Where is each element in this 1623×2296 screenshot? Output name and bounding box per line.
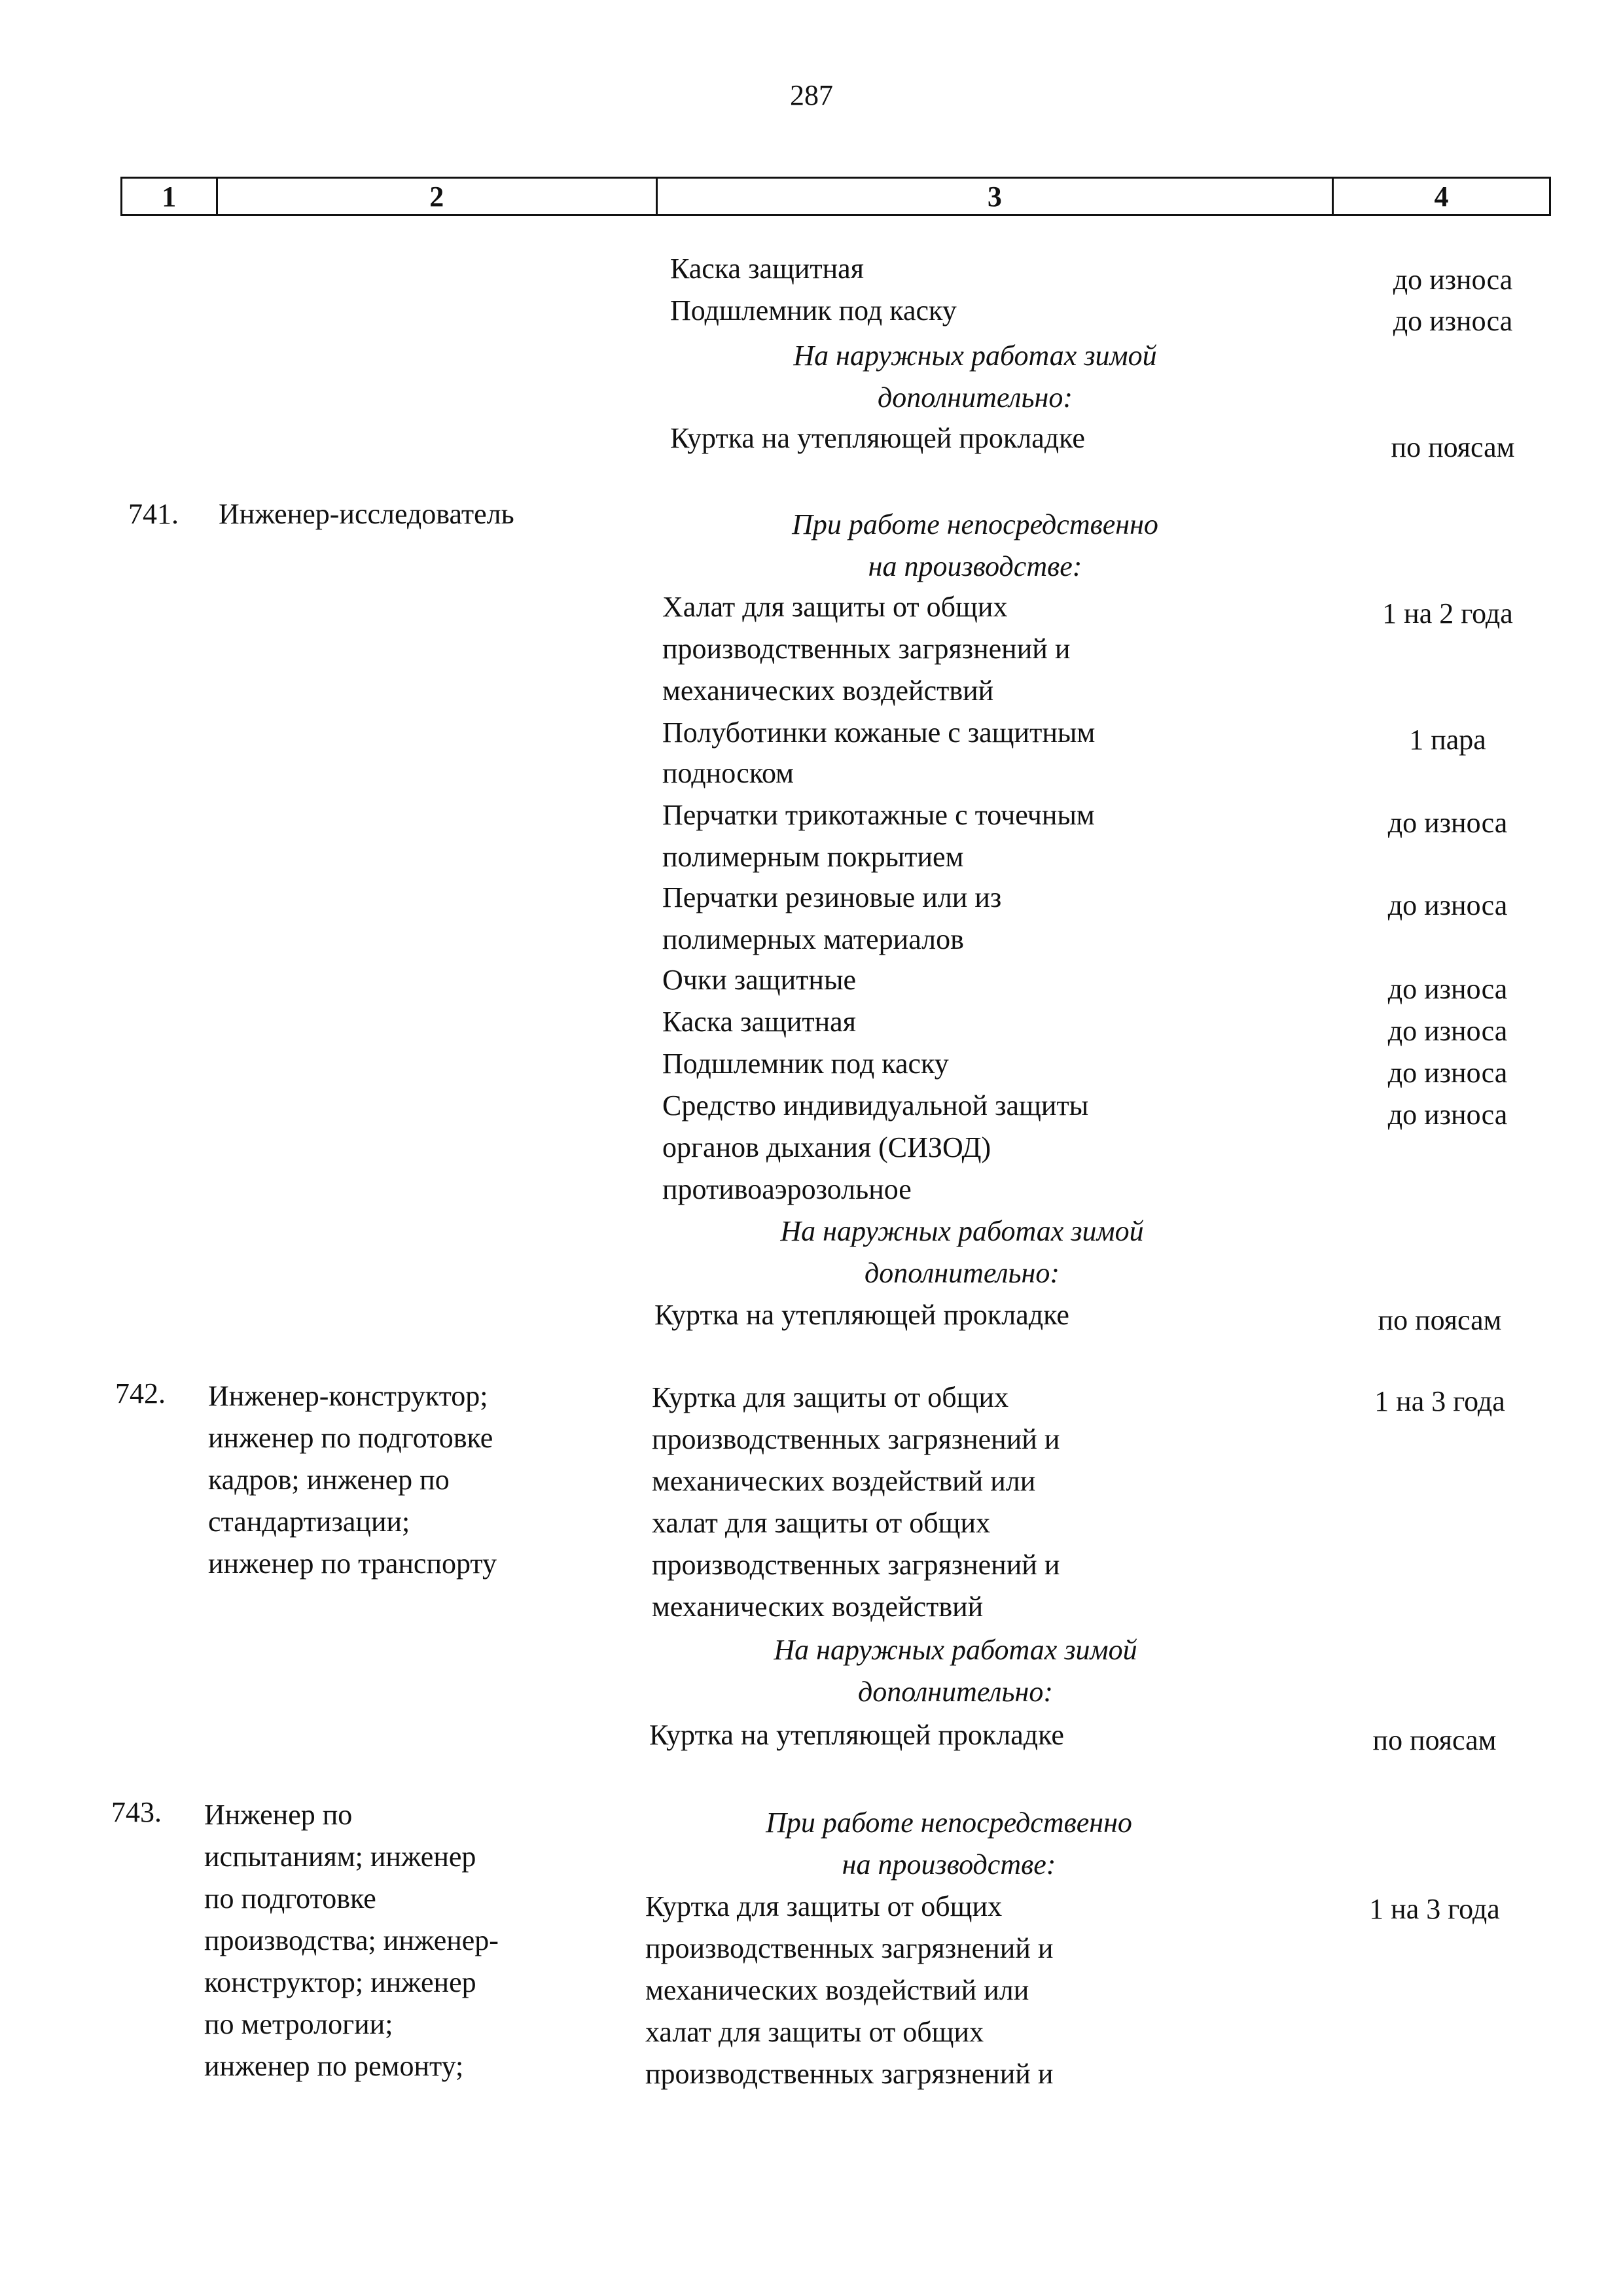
entry-title: конструктор; инженер [204,1966,476,1998]
entry-title: по метрологии; [204,2008,393,2040]
header-col-4: 4 [1434,180,1449,213]
item-name: производственных загрязнений и [652,1549,1060,1581]
item-name: Куртка для защиты от общих [645,1890,1003,1922]
item-name: Куртка на утепляющей прокладке [649,1719,1064,1751]
item-name: производственных загрязнений и [652,1423,1060,1455]
section-heading: на производстве: [868,550,1082,582]
item-norm: до износа [1387,807,1508,839]
entry-title: инженер по транспорту [208,1547,497,1580]
item-name: противоаэрозольное [662,1173,912,1205]
entry-title: инженер по подготовке [208,1422,493,1454]
item-norm: 1 на 2 года [1382,597,1513,629]
item-norm: 1 на 3 года [1369,1893,1500,1925]
item-name: механических воздействий или [645,1974,1029,2006]
section-heading: на производстве: [842,1848,1056,1881]
item-name: Куртка для защиты от общих [652,1381,1009,1413]
item-name: Подшлемник под каску [670,294,957,327]
item-norm: 1 на 3 года [1374,1385,1505,1417]
header-col-1: 1 [122,179,218,214]
section-heading: На наружных работах зимой [774,1634,1137,1666]
item-name: производственных загрязнений и [662,633,1071,665]
item-norm: до износа [1387,889,1508,921]
section-heading: На наружных работах зимой [780,1215,1144,1247]
entry-number: 742. [115,1377,166,1409]
entry-number: 743. [111,1796,162,1828]
item-name: механических воздействий [652,1591,984,1623]
item-name: Куртка на утепляющей прокладке [670,422,1085,454]
section-heading: При работе непосредственно [792,508,1158,540]
item-name: механических воздействий [662,675,994,707]
item-name: Халат для защиты от общих [662,591,1008,623]
entry-number: 741. [128,498,179,530]
section-heading: дополнительно: [877,381,1073,414]
item-name: халат для защиты от общих [645,2016,984,2048]
entry-title: Инженер-конструктор; [208,1380,488,1412]
item-name: органов дыхания (СИЗОД) [662,1131,991,1163]
item-name: полимерным покрытием [662,841,964,873]
item-norm: до износа [1387,1057,1508,1089]
item-norm: 1 пара [1409,724,1486,756]
item-name: механических воздействий или [652,1465,1036,1497]
entry-title: Инженер-исследователь [219,498,514,530]
section-heading: На наружных работах зимой [793,340,1157,372]
item-name: Очки защитные [662,964,857,996]
header-col-3: 3 [658,179,1334,214]
item-norm: до износа [1387,1099,1508,1131]
item-name: Каска защитная [662,1006,856,1038]
entry-title: инженер по ремонту; [204,2050,464,2082]
header-col-2: 2 [218,179,658,214]
item-name: производственных загрязнений и [645,1932,1054,1964]
item-name: Каска защитная [670,253,864,285]
section-heading: дополнительно: [857,1676,1054,1708]
item-name: производственных загрязнений и [645,2058,1054,2090]
item-norm: до износа [1387,973,1508,1005]
item-name: полимерных материалов [662,923,964,955]
entry-title: кадров; инженер по [208,1464,450,1496]
entry-title: испытаниям; инженер [204,1841,476,1873]
item-norm: до износа [1393,264,1513,296]
item-name: Подшлемник под каску [662,1048,949,1080]
section-heading: дополнительно: [864,1257,1060,1289]
entry-title: производства; инженер- [204,1924,499,1956]
entry-title: стандартизации; [208,1506,410,1538]
item-norm: до износа [1393,305,1513,337]
item-norm: по поясам [1372,1724,1497,1756]
page-number: 287 [790,79,833,111]
section-heading: При работе непосредственно [766,1807,1132,1839]
item-name: подноском [662,757,794,789]
item-norm: по поясам [1391,431,1515,463]
entry-title: Инженер по [204,1799,353,1831]
table-header [120,177,1551,216]
item-name: халат для защиты от общих [652,1507,991,1539]
item-name: Полуботинки кожаные с защитным [662,716,1096,749]
item-name: Куртка на утепляющей прокладке [654,1299,1069,1331]
item-name: Средство индивидуальной защиты [662,1089,1089,1122]
item-name: Перчатки трикотажные с точечным [662,799,1095,831]
item-name: Перчатки резиновые или из [662,881,1002,913]
entry-title: по подготовке [204,1882,376,1915]
item-norm: до износа [1387,1015,1508,1047]
item-norm: по поясам [1378,1304,1502,1336]
